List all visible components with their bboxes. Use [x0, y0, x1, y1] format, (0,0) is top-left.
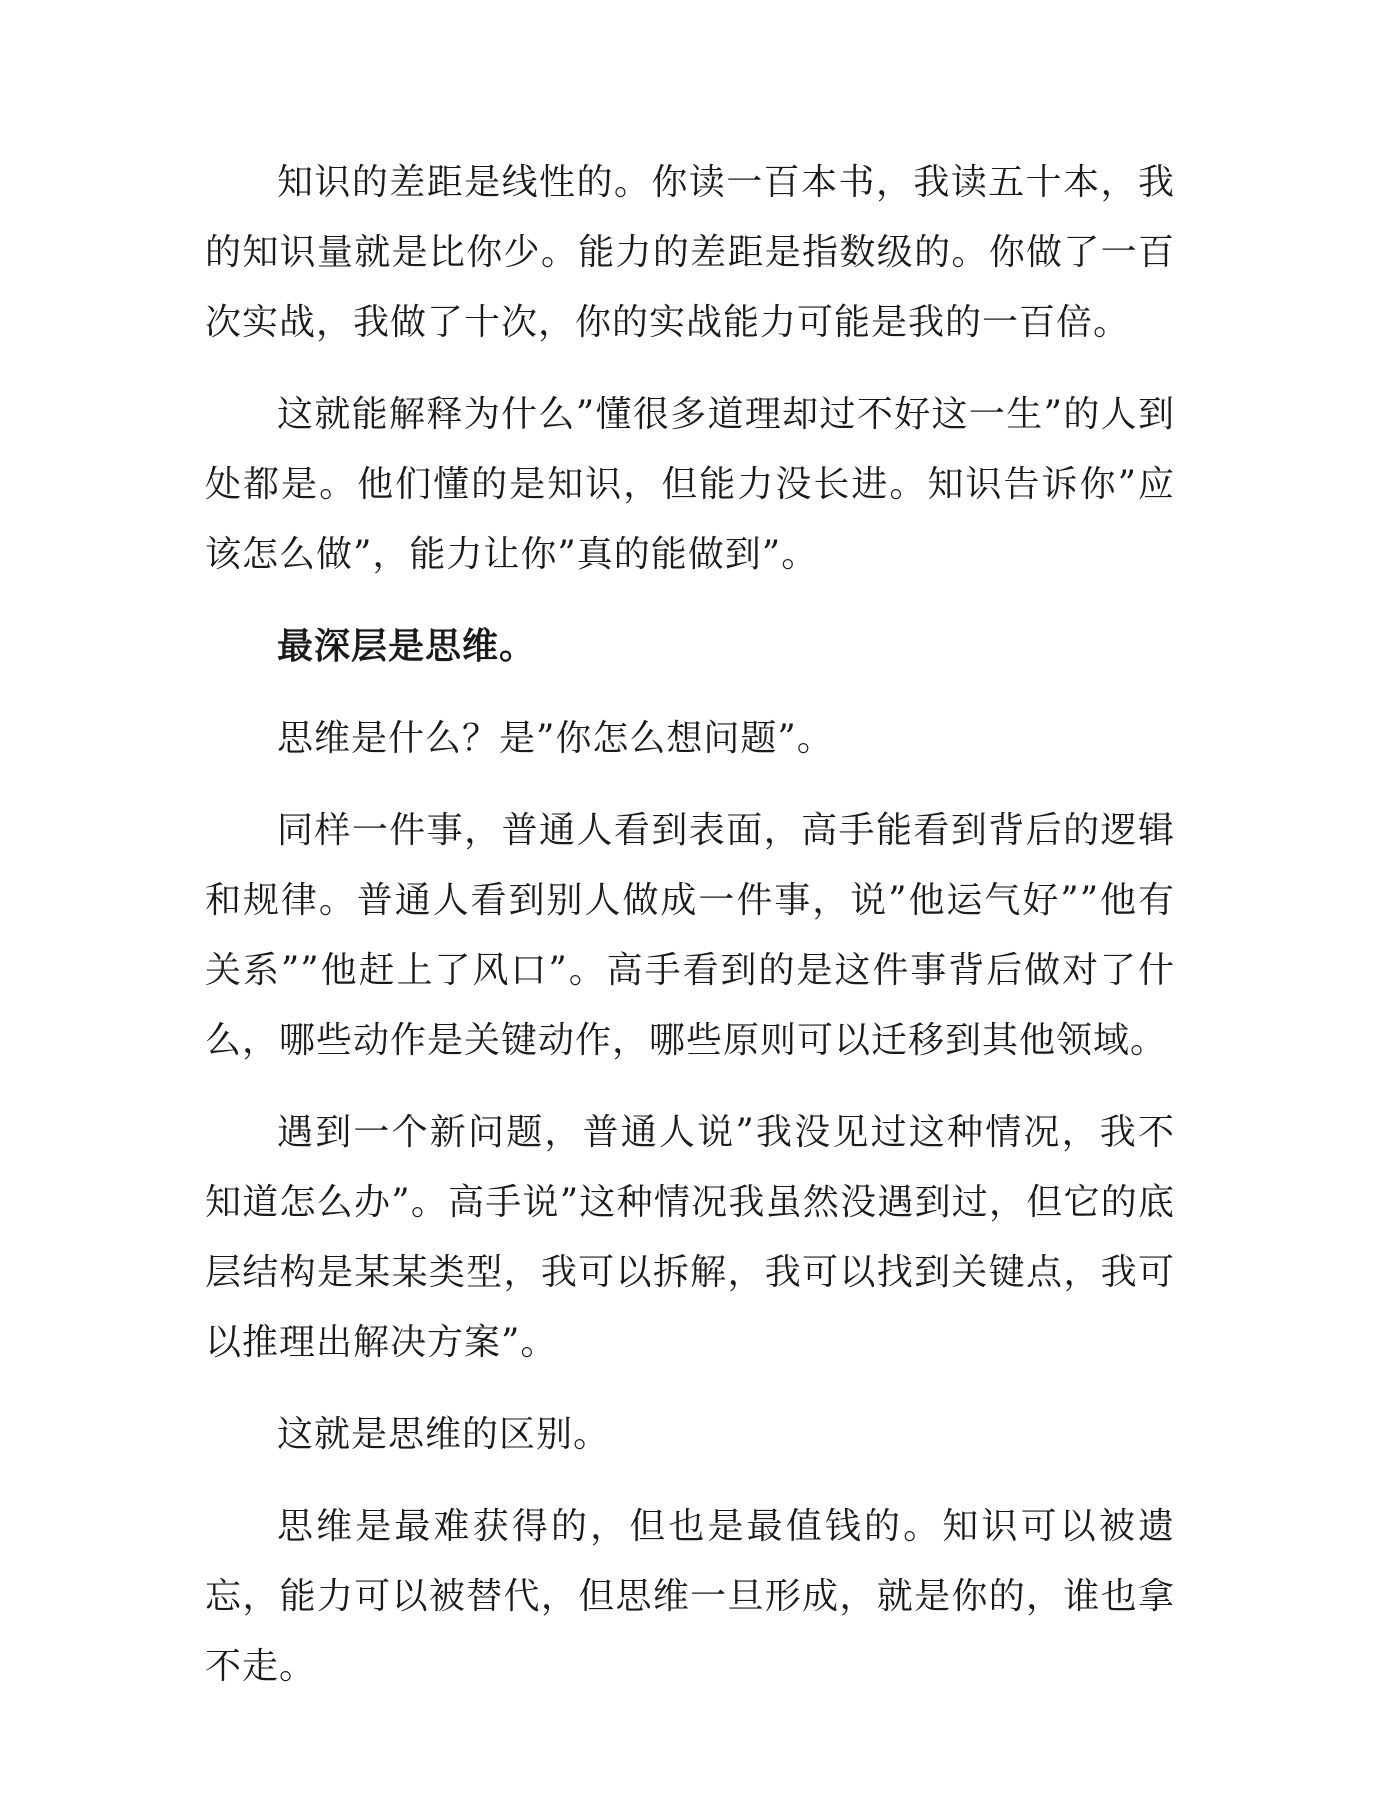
paragraph-knowledge-gap: 知识的差距是线性的。你读一百本书，我读五十本，我的知识量就是比你少。能力的差距是指数级的。你做了一百次实战，我做了十次，你的实战能力可能是我的一百倍。 — [205, 162, 1175, 343]
section-heading-thinking: 最深层是思维。 — [277, 626, 537, 667]
paragraph-thinking-value: 思维是最难获得的，但也是最值钱的。知识可以被遗忘，能力可以被替代，但思维一旦形成，就是你的，谁也拿不走。 — [205, 1506, 1175, 1687]
document-page — [205, 148, 1175, 1724]
paragraph-surface-vs-logic: 同样一件事，普通人看到表面，高手能看到背后的逻辑和规律。普通人看到别人做成一件事，说”他运气好””他有关系””他赶上了风口”。高手看到的是这件事背后做对了什么，哪些动作是关键动作，哪些原则可以迁移到其他领域。 — [205, 810, 1175, 1061]
paragraph-new-problem: 遇到一个新问题，普通人说”我没见过这种情况，我不知道怎么办”。高手说”这种情况我虽然没遇到过，但它的底层结构是某某类型，我可以拆解，我可以找到关键点，我可以推理出解决方案”。 — [205, 1112, 1175, 1363]
paragraph-what-is-thinking: 思维是什么？是”你怎么想问题”。 — [277, 718, 834, 759]
paragraph-knowing-vs-doing: 这就能解释为什么”懂很多道理却过不好这一生”的人到处都是。他们懂的是知识，但能力没长进。知识告诉你”应该怎么做”，能力让你”真的能做到”。 — [205, 394, 1175, 575]
paragraph-thinking-difference: 这就是思维的区别。 — [277, 1414, 611, 1455]
